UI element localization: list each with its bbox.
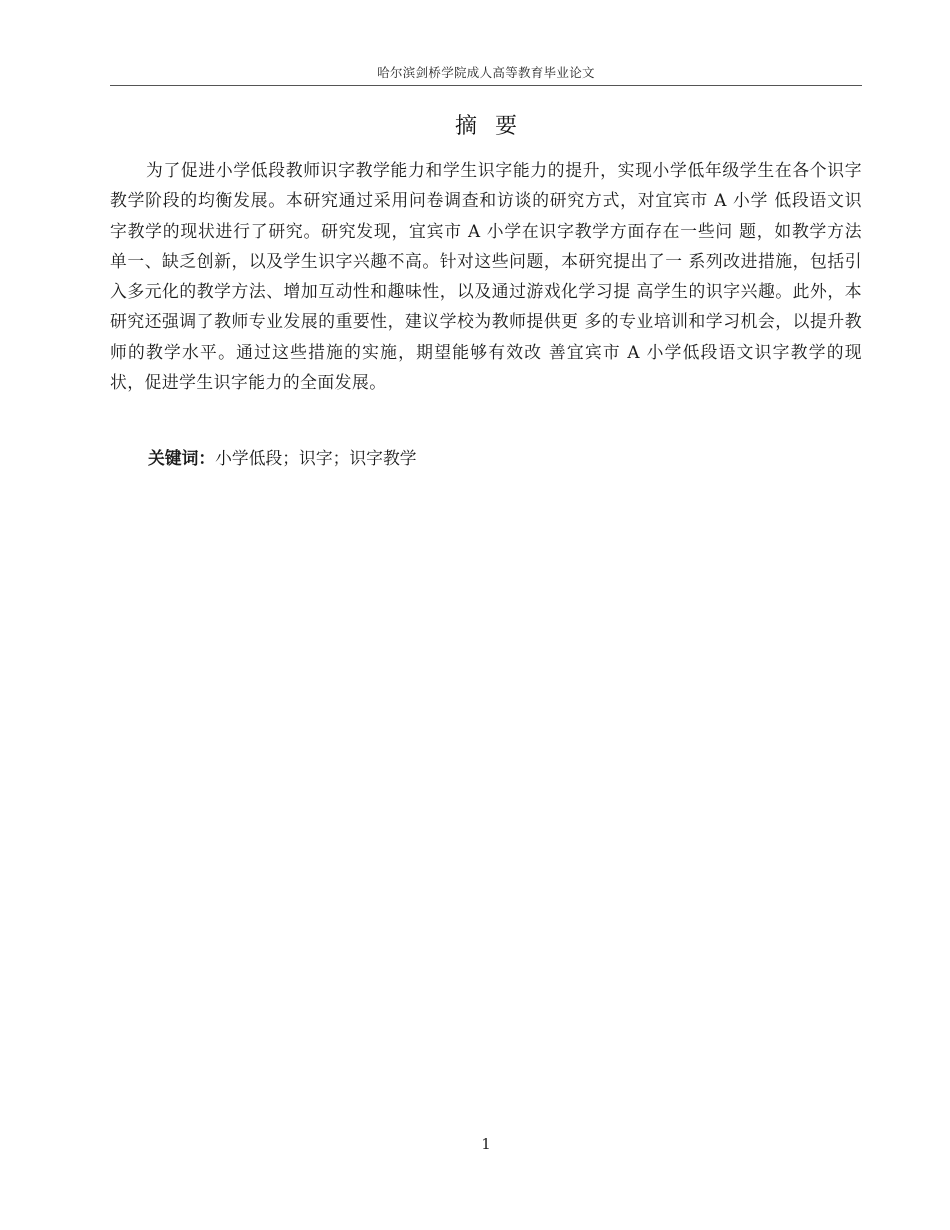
abstract-body: 为了促进小学低段教师识字教学能力和学生识字能力的提升，实现小学低年级学生在各个识字教学阶段的均衡发展。本研究通过采用问卷调查和访谈的研究方式，对宜宾市 A 小学 低段语文识字教学的现状进行了研究。研究发现，宜宾市 A 小学在识字教学方面存在一些问 题，如教学方法单一、缺乏创新，以及学生识字兴趣不高。针对这些问题，本研究提出了一 系列改进措施，包括引入多元化的教学方法、增加互动性和趣味性，以及通过游戏化学习提 高学生的识字兴趣。此外，本研究还强调了教师专业发展的重要性，建议学校为教师提供更 多的专业培训和学习机会，以提升教师的教学水平。通过这些措施的实施，期望能够有效改 善宜宾市 A 小学低段语文识字教学的现状，促进学生识字能力的全面发展。 — [110, 160, 862, 393]
page-number: 1 — [481, 1135, 491, 1153]
abstract-title: 摘要 — [454, 114, 535, 139]
header-divider — [110, 85, 862, 86]
keywords-line — [148, 443, 417, 473]
keywords-value: 小学低段；识字；识字教学 — [215, 448, 417, 468]
keywords-label: 关键词： — [148, 448, 216, 468]
running-header: 哈尔滨剑桥学院成人高等教育毕业论文 — [377, 65, 595, 80]
